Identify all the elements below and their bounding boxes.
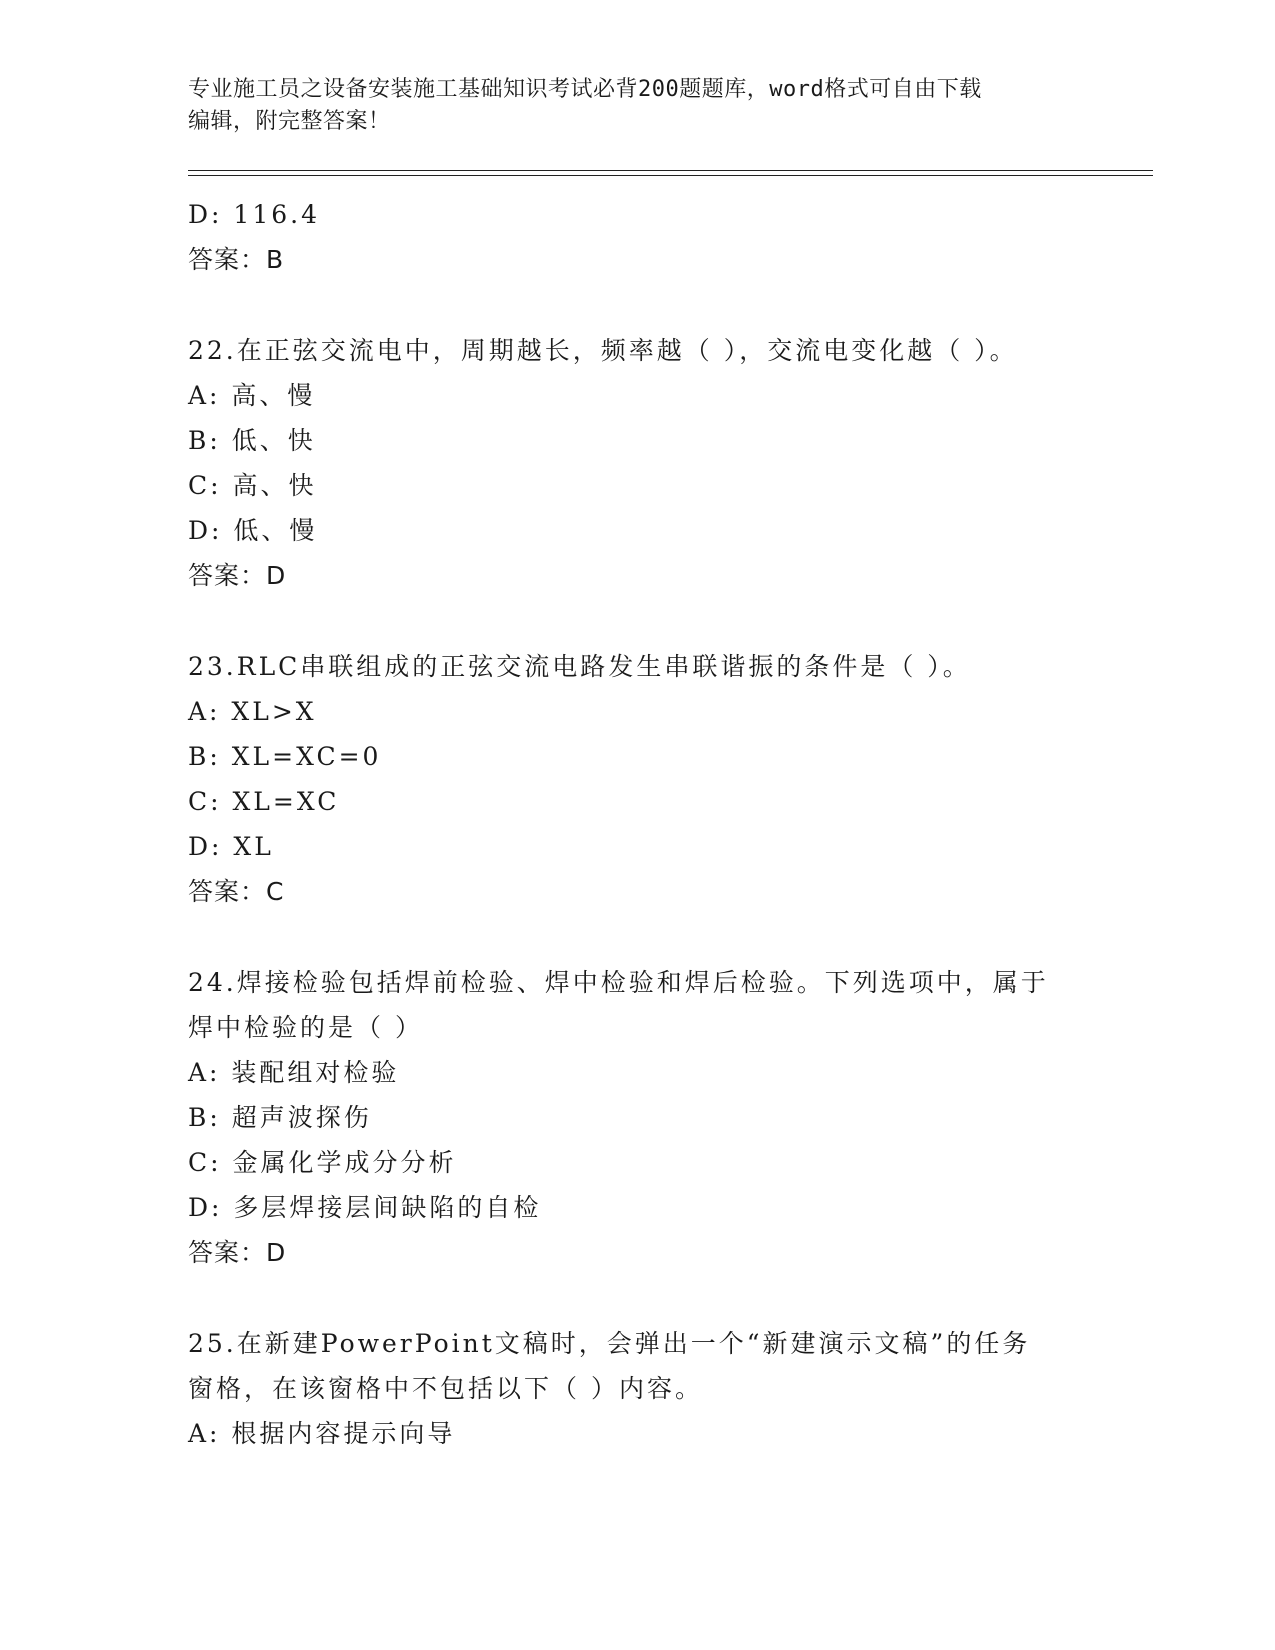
option-a: A: 装配组对检验 — [188, 1058, 400, 1087]
option-c: C: 高、快 — [188, 471, 317, 500]
header-divider-top — [188, 170, 1153, 171]
question-stem-line-1: 24.焊接检验包括焊前检验、焊中检验和焊后检验。下列选项中，属于 — [188, 968, 1049, 997]
option-d: D: 116.4 — [188, 200, 320, 229]
option-b: B: 低、快 — [188, 426, 316, 455]
answer-text: 答案：C — [188, 877, 285, 906]
option-a: A: 高、慢 — [188, 381, 316, 410]
option-d: D: 多层焊接层间缺陷的自检 — [188, 1193, 542, 1222]
question-stem: 22.在正弦交流电中，周期越长，频率越（ ），交流电变化越（ ）。 — [188, 336, 1018, 365]
option-c: C: 金属化学成分分析 — [188, 1148, 457, 1177]
option-b: B: XL=XC=0 — [188, 742, 382, 771]
header-divider-bottom — [188, 175, 1153, 176]
question-23 — [188, 644, 1088, 914]
question-stem-line-2: 焊中检验的是（ ） — [188, 1013, 423, 1042]
option-d: D: XL — [188, 832, 274, 861]
answer-text: 答案：D — [188, 1238, 287, 1267]
option-c: C: XL=XC — [188, 787, 340, 816]
option-b: B: 超声波探伤 — [188, 1103, 372, 1132]
question-stem-line-2: 窗格，在该窗格中不包括以下（ ）内容。 — [188, 1374, 703, 1403]
question-25 — [188, 1321, 1088, 1456]
question-21 — [188, 192, 1088, 282]
header-title-line-2: 编辑，附完整答案！ — [188, 109, 391, 134]
answer-text: 答案：B — [188, 245, 285, 274]
question-24 — [188, 960, 1088, 1275]
question-list — [188, 192, 1088, 1456]
question-stem-line-1: 25.在新建PowerPoint文稿时，会弹出一个“新建演示文稿”的任务 — [188, 1329, 1031, 1358]
option-a: A: 根据内容提示向导 — [188, 1419, 456, 1448]
answer-text: 答案：D — [188, 561, 287, 590]
question-22 — [188, 328, 1088, 598]
header-title-line-1: 专业施工员之设备安装施工基础知识考试必背200题题库，word格式可自由下载 — [188, 77, 982, 102]
option-a: A: XL>X — [188, 697, 317, 726]
option-d: D: 低、慢 — [188, 516, 318, 545]
document-header — [188, 74, 1088, 138]
question-stem: 23.RLC串联组成的正弦交流电路发生串联谐振的条件是（ ）。 — [188, 652, 971, 681]
